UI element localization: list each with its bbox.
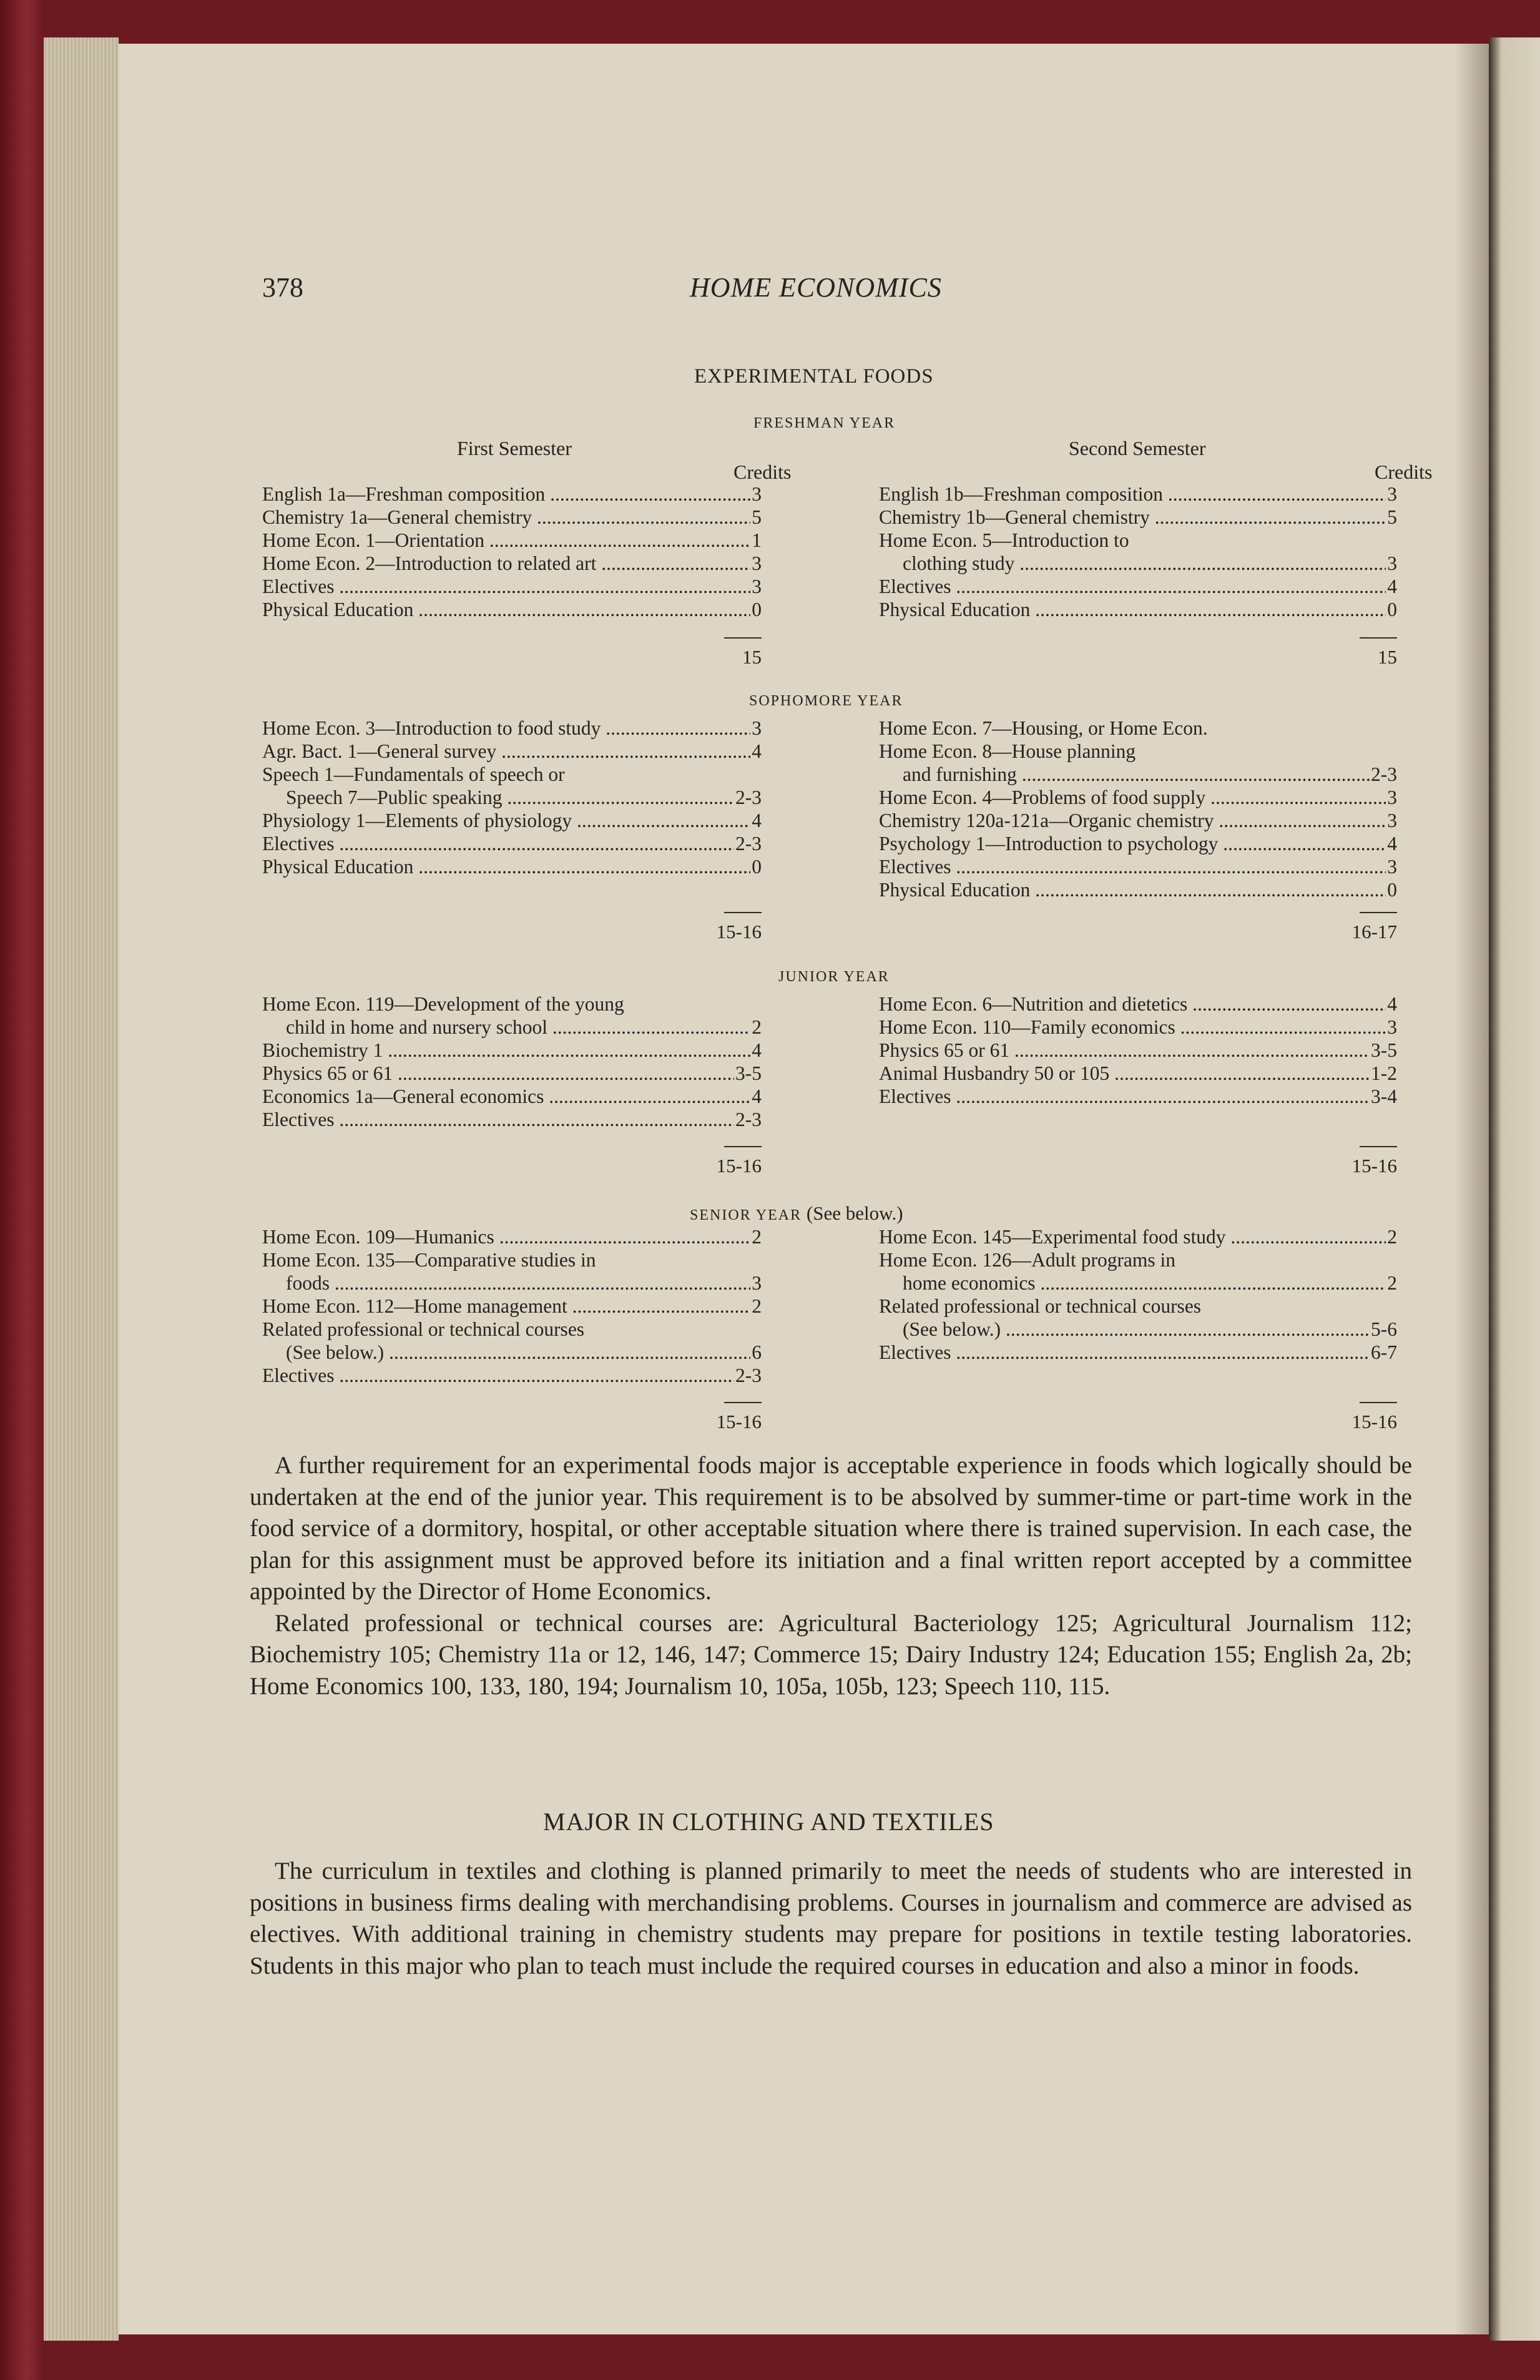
course-name: Electives ..... (262, 575, 750, 598)
right-semester-total: 16-17 (1351, 921, 1397, 943)
course-row (879, 717, 1397, 740)
course-row (879, 786, 1397, 809)
course-name: Home Econ. 2—Introduction to related art ..... (262, 552, 750, 575)
left-semester-total: 15 (742, 646, 762, 668)
course-credits: 6 (752, 1341, 762, 1363)
course-name: child in home and nursery school ..... (286, 1016, 750, 1039)
course-row (262, 1341, 762, 1364)
course-credits: 1 (752, 529, 762, 551)
course-credits: 0 (1387, 879, 1397, 901)
course-name: and furnishing ..... (903, 763, 1370, 786)
first-semester-label: First Semester (457, 437, 572, 459)
course-name: Electives ..... (262, 1108, 734, 1131)
year-label: SOPHOMORE YEAR (749, 693, 903, 709)
course-row (262, 855, 762, 878)
course-credits: 2 (1387, 1272, 1397, 1294)
requirements-text (250, 1450, 1412, 1702)
course-row (262, 1016, 762, 1039)
page-edges (44, 37, 119, 2341)
course-row (879, 1318, 1397, 1341)
left-total-rule (724, 637, 762, 639)
course-row (879, 552, 1397, 575)
course-name: Biochemistry 1 ..... (262, 1039, 750, 1062)
course-name: Physical Education ..... (262, 855, 750, 878)
course-credits: 4 (752, 1085, 762, 1107)
course-name: Home Econ. 135—Comparative studies in (262, 1249, 596, 1271)
course-name: Home Econ. 110—Family economics ..... (879, 1016, 1386, 1039)
year-label: FRESHMAN YEAR (753, 415, 896, 431)
course-credits: 2-3 (735, 1109, 762, 1130)
course-name: Speech 7—Public speaking ..... (286, 786, 734, 809)
course-row (262, 1039, 762, 1062)
credits-label-left: Credits (733, 461, 792, 483)
course-name: Related professional or technical courses (262, 1318, 585, 1340)
course-row (262, 506, 762, 529)
right-semester-courses (879, 482, 1397, 621)
course-row (879, 878, 1397, 901)
course-row (879, 992, 1397, 1016)
course-name: Physics 65 or 61 ..... (262, 1062, 734, 1085)
right-semester-courses (879, 1225, 1397, 1364)
course-credits: 5-6 (1371, 1318, 1397, 1340)
course-row (262, 832, 762, 855)
left-total-rule (724, 1402, 762, 1403)
course-row (879, 598, 1397, 621)
right-total-rule (1360, 637, 1397, 639)
course-credits: 3 (752, 1272, 762, 1294)
course-name: (See below.) ..... (903, 1318, 1370, 1341)
right-semester-courses (879, 992, 1397, 1108)
course-name: English 1b—Freshman composition ..... (879, 482, 1386, 506)
course-name: Home Econ. 3—Introduction to food study ..... (262, 717, 750, 740)
right-semester-courses (879, 717, 1397, 901)
year-label: SENIOR YEAR (See below.) (690, 1202, 903, 1224)
left-semester-courses (262, 717, 762, 878)
course-name: Home Econ. 4—Problems of food supply ..... (879, 786, 1386, 809)
course-credits: 3 (1387, 483, 1397, 505)
course-name: Electives ..... (879, 575, 1386, 598)
course-row (262, 482, 762, 506)
left-semester-total: 15-16 (716, 921, 762, 943)
course-row (879, 1295, 1397, 1318)
course-credits: 4 (752, 740, 762, 762)
course-credits: 2-3 (1371, 763, 1397, 785)
course-row (879, 763, 1397, 786)
right-total-rule (1360, 912, 1397, 913)
major-text (250, 1856, 1412, 1982)
course-name: (See below.) ..... (286, 1341, 750, 1364)
course-credits: 3 (752, 717, 762, 739)
course-name: English 1a—Freshman composition ..... (262, 482, 750, 506)
course-name: Physical Education ..... (262, 598, 750, 621)
course-credits: 0 (752, 856, 762, 878)
course-credits: 0 (752, 599, 762, 620)
running-title: HOME ECONOMICS (690, 272, 942, 303)
course-name: Agr. Bact. 1—General survey ..... (262, 740, 750, 763)
course-credits: 5 (752, 506, 762, 528)
course-row (262, 1085, 762, 1108)
course-name: Home Econ. 5—Introduction to (879, 529, 1129, 551)
course-name: Physical Education ..... (879, 598, 1386, 621)
course-row (262, 717, 762, 740)
course-row (262, 740, 762, 763)
course-credits: 1-2 (1371, 1062, 1397, 1084)
course-name: Electives ..... (879, 855, 1386, 878)
course-name: Physiology 1—Elements of physiology ..... (262, 809, 750, 832)
section-title: EXPERIMENTAL FOODS (694, 365, 934, 388)
course-credits: 3 (1387, 1016, 1397, 1038)
course-credits: 3 (752, 552, 762, 574)
course-credits: 3-5 (735, 1062, 762, 1084)
course-name: Home Econ. 1—Orientation ..... (262, 529, 750, 552)
course-row (262, 1062, 762, 1085)
course-credits: 2-3 (735, 833, 762, 855)
year-label-suffix: (See below.) (802, 1202, 903, 1224)
course-name: Psychology 1—Introduction to psychology ..... (879, 832, 1386, 855)
course-name: Animal Husbandry 50 or 105 ..... (879, 1062, 1370, 1085)
course-row (262, 992, 762, 1016)
course-credits: 3 (1387, 786, 1397, 808)
course-row (262, 1364, 762, 1387)
course-name: Home Econ. 8—House planning (879, 740, 1136, 762)
book-cover-left (0, 0, 44, 2380)
course-credits: 3-4 (1371, 1085, 1397, 1107)
course-row (879, 482, 1397, 506)
course-credits: 4 (1387, 993, 1397, 1015)
page-number: 378 (262, 272, 303, 303)
course-row (879, 809, 1397, 832)
right-total-rule (1360, 1146, 1397, 1147)
left-semester-courses (262, 992, 762, 1131)
course-row (879, 1341, 1397, 1364)
gutter-shadow (1454, 44, 1489, 2334)
course-credits: 3-5 (1371, 1039, 1397, 1061)
second-semester-label: Second Semester (1069, 437, 1206, 459)
course-row (879, 575, 1397, 598)
course-credits: 4 (752, 810, 762, 831)
course-row (879, 1016, 1397, 1039)
course-credits: 4 (1387, 575, 1397, 597)
course-name: Related professional or technical courses (879, 1295, 1202, 1317)
course-credits: 5 (1387, 506, 1397, 528)
course-credits: 3 (752, 483, 762, 505)
course-row (262, 575, 762, 598)
course-row (262, 598, 762, 621)
course-credits: 2 (752, 1226, 762, 1248)
course-credits: 6-7 (1371, 1341, 1397, 1363)
next-page-edge (1489, 37, 1540, 2341)
course-name: Chemistry 120a-121a—Organic chemistry ..... (879, 809, 1386, 832)
course-row (879, 1085, 1397, 1108)
course-name: Electives ..... (262, 1364, 734, 1387)
course-credits: 0 (1387, 599, 1397, 620)
course-row (262, 1271, 762, 1295)
course-name: foods ..... (286, 1271, 750, 1295)
course-name: Economics 1a—General economics ..... (262, 1085, 750, 1108)
course-name: Home Econ. 112—Home management ..... (262, 1295, 750, 1318)
course-credits: 3 (1387, 552, 1397, 574)
course-row (262, 1225, 762, 1248)
course-credits: 4 (752, 1039, 762, 1061)
course-row (879, 855, 1397, 878)
course-row (262, 809, 762, 832)
left-total-rule (724, 912, 762, 913)
course-name: Physics 65 or 61 ..... (879, 1039, 1370, 1062)
course-row (262, 763, 762, 786)
right-total-rule (1360, 1402, 1397, 1403)
course-credits: 2-3 (735, 786, 762, 808)
course-row (879, 832, 1397, 855)
course-credits: 3 (1387, 810, 1397, 831)
course-row (262, 552, 762, 575)
course-name: Electives ..... (879, 1085, 1370, 1108)
course-name: Speech 1—Fundamentals of speech or (262, 763, 565, 785)
course-name: Home Econ. 145—Experimental food study ..... (879, 1225, 1386, 1248)
left-semester-total: 15-16 (716, 1155, 762, 1177)
right-semester-total: 15-16 (1351, 1411, 1397, 1432)
course-row (879, 529, 1397, 552)
credits-label-right: Credits (1375, 461, 1433, 483)
course-name: Home Econ. 7—Housing, or Home Econ. (879, 717, 1208, 739)
right-semester-total: 15 (1378, 646, 1397, 668)
course-name: Chemistry 1a—General chemistry ..... (262, 506, 750, 529)
course-credits: 2 (752, 1016, 762, 1038)
course-name: Electives ..... (879, 1341, 1370, 1364)
course-credits: 2-3 (735, 1364, 762, 1386)
left-semester-total: 15-16 (716, 1411, 762, 1432)
course-row (879, 740, 1397, 763)
paragraph: Related professional or technical courses are: Agricultural Bacteriology 125; Agricultural Journalism 112; Biochemistry 105; Chemistry 11a or 12, 146, 147; Commerce 15; Dairy Industry 124; Education 155; English 2a, 2b; Home Economics 100, 133, 180, 194; Journalism 10, 105a, 105b, 123; Speech 110, 115. (250, 1609, 1412, 1700)
course-credits: 3 (1387, 856, 1397, 878)
course-name: Home Econ. 6—Nutrition and dietetics ..... (879, 992, 1386, 1016)
course-row (879, 506, 1397, 529)
course-name: home economics ..... (903, 1271, 1386, 1295)
course-name: clothing study ..... (903, 552, 1386, 575)
course-name: Chemistry 1b—General chemistry ..... (879, 506, 1386, 529)
course-row (262, 1248, 762, 1271)
course-row (879, 1039, 1397, 1062)
course-row (879, 1271, 1397, 1295)
course-row (262, 1318, 762, 1341)
left-total-rule (724, 1146, 762, 1147)
course-row (262, 786, 762, 809)
course-row (879, 1225, 1397, 1248)
course-credits: 3 (752, 575, 762, 597)
course-row (879, 1248, 1397, 1271)
course-credits: 4 (1387, 833, 1397, 855)
major-title: MAJOR IN CLOTHING AND TEXTILES (543, 1808, 994, 1836)
paragraph: A further requirement for an experimental foods major is acceptable experience in foods which logically should be undertaken at the end of the junior year. This requirement is to be absolved by summer-time or part-time work in the food service of a dormitory, hospital, or other acceptable situation where there is trained supervision. In each case, the plan for this assignment must be approved before its initiation and a final written report accepted by a committee appointed by the Director of Home Economics. (250, 1452, 1412, 1605)
left-semester-courses (262, 1225, 762, 1387)
course-name: Physical Education ..... (879, 878, 1386, 901)
course-credits: 2 (752, 1295, 762, 1317)
course-row (262, 1295, 762, 1318)
course-row (262, 1108, 762, 1131)
course-row (879, 1062, 1397, 1085)
course-name: Home Econ. 126—Adult programs in (879, 1249, 1176, 1271)
course-name: Home Econ. 119—Development of the young (262, 993, 624, 1015)
paragraph: The curriculum in textiles and clothing is planned primarily to meet the needs of students who are interested in positions in business firms dealing with merchandising problems. Courses in journalism and commerce are advised as electives. With additional training in chemistry students may prepare for positions in textile testing laboratories. Students in this major who plan to teach must include the required courses in education and also a minor in foods. (250, 1858, 1412, 1979)
course-name: Electives ..... (262, 832, 734, 855)
right-semester-total: 15-16 (1351, 1155, 1397, 1177)
course-row (262, 529, 762, 552)
course-credits: 2 (1387, 1226, 1397, 1248)
course-name: Home Econ. 109—Humanics ..... (262, 1225, 750, 1248)
left-semester-courses (262, 482, 762, 621)
year-label: JUNIOR YEAR (778, 969, 890, 985)
